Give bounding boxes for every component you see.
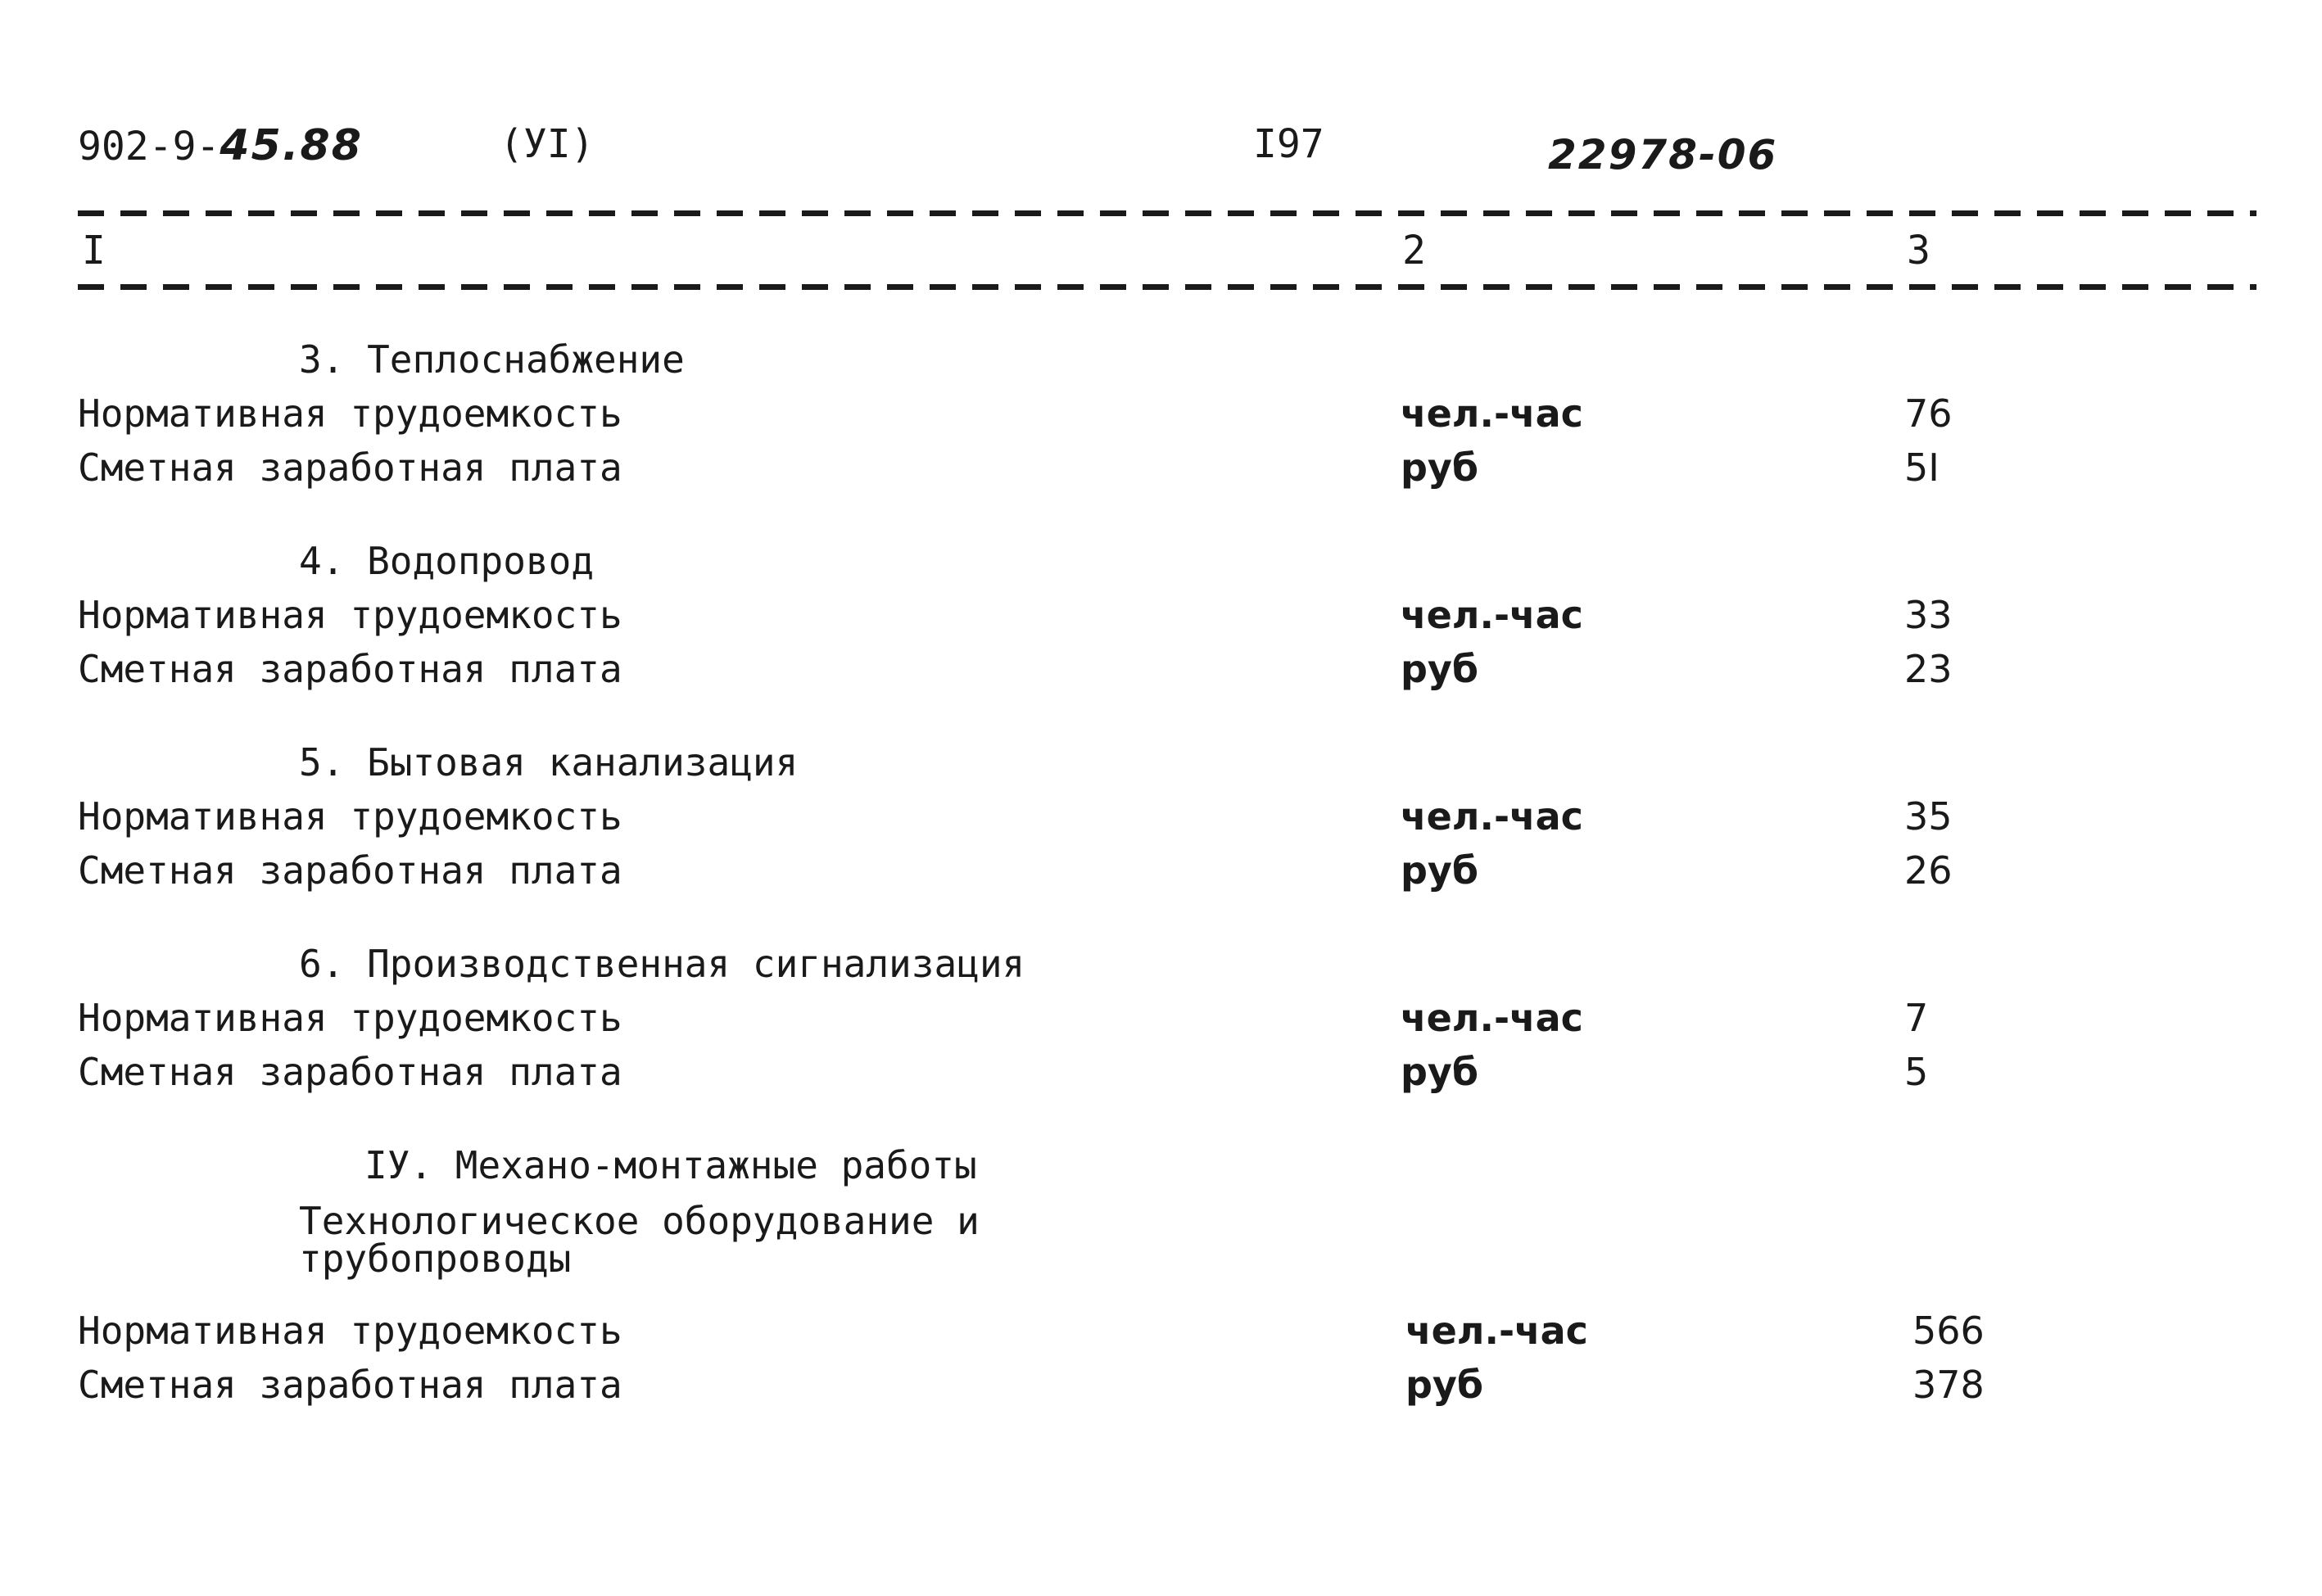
table-row xyxy=(0,996,2322,1050)
table-row xyxy=(0,647,2322,701)
table-row xyxy=(0,848,2322,902)
row-value: 5 xyxy=(1904,1050,1929,1094)
table-row xyxy=(0,1309,2322,1363)
row-unit: руб xyxy=(1401,1050,1479,1094)
section-title: IУ. Механо-монтажные работы xyxy=(364,1143,977,1187)
row-unit: чел.-час xyxy=(1401,593,1583,637)
section-title: 6. Производственная сигнализация xyxy=(299,942,1025,986)
row-unit: чел.-час xyxy=(1401,794,1583,839)
table-row xyxy=(0,593,2322,647)
row-value: 23 xyxy=(1904,647,1953,691)
section-subtitle: Технологическое оборудование и трубопроводы xyxy=(299,1199,980,1281)
document-code-printed: 902-9- xyxy=(78,124,220,170)
part-number: (УI) xyxy=(500,121,595,167)
section-title: 4. Водопровод xyxy=(299,539,595,583)
row-label: Нормативная трудоемкость xyxy=(78,996,622,1040)
row-label: Нормативная трудоемкость xyxy=(78,1309,622,1353)
row-label: Сметная заработная плата xyxy=(78,1363,622,1407)
table-row xyxy=(0,1363,2322,1417)
row-label: Сметная заработная плата xyxy=(78,647,622,691)
inventory-stamp: 22978-06 xyxy=(1548,131,1778,179)
row-unit: руб xyxy=(1401,848,1479,893)
document-code-handwritten: 45.88 xyxy=(220,121,363,170)
table-row xyxy=(0,445,2322,500)
row-label: Нормативная трудоемкость xyxy=(78,794,622,839)
table-row xyxy=(0,391,2322,445)
row-unit: руб xyxy=(1401,647,1479,691)
row-label: Сметная заработная плата xyxy=(78,1050,622,1094)
column-header-1: I xyxy=(82,228,106,274)
row-unit: руб xyxy=(1401,445,1479,490)
row-label: Сметная заработная плата xyxy=(78,848,622,893)
row-unit: руб xyxy=(1405,1363,1484,1407)
row-label: Нормативная трудоемкость xyxy=(78,593,622,637)
row-value: 35 xyxy=(1904,794,1953,839)
table-top-rule xyxy=(78,210,2256,216)
row-value: 33 xyxy=(1904,593,1953,637)
row-value: 378 xyxy=(1912,1363,1985,1407)
page-number: I97 xyxy=(1253,121,1324,167)
row-label: Нормативная трудоемкость xyxy=(78,391,622,436)
row-unit: чел.-час xyxy=(1401,996,1583,1040)
row-unit: чел.-час xyxy=(1401,391,1583,436)
row-label: Сметная заработная плата xyxy=(78,445,622,490)
row-value: 7 xyxy=(1904,996,1929,1040)
row-value: 566 xyxy=(1912,1309,1985,1353)
section-title: 3. Теплоснабжение xyxy=(299,337,685,382)
table-row xyxy=(0,1050,2322,1104)
table-row xyxy=(0,794,2322,848)
column-header-2: 2 xyxy=(1402,228,1426,274)
row-value: 5I xyxy=(1904,445,1940,490)
document-code xyxy=(78,121,363,170)
row-value: 26 xyxy=(1904,848,1953,893)
table-header-rule xyxy=(78,284,2256,290)
row-value: 76 xyxy=(1904,391,1953,436)
section-title: 5. Бытовая канализация xyxy=(299,740,799,784)
column-header-3: 3 xyxy=(1907,228,1930,274)
row-unit: чел.-час xyxy=(1405,1309,1588,1353)
